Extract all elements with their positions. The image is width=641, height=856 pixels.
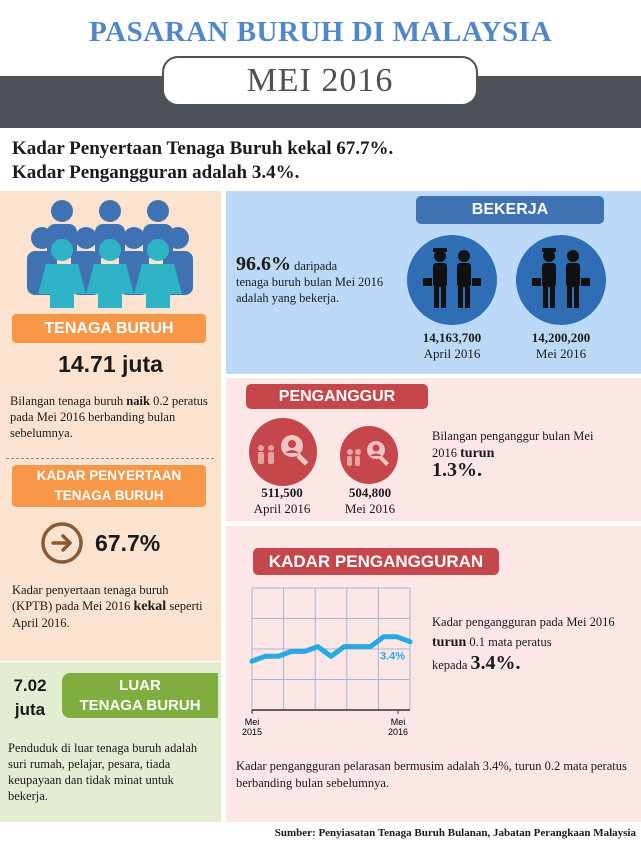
bekerja-april-label: April 2016 <box>423 346 481 361</box>
bekerja-mei-label: Mei 2016 <box>535 346 587 361</box>
bekerja-label: BEKERJA <box>416 196 604 224</box>
tenaga-buruh-value: 14.71 juta <box>58 351 163 377</box>
bekerja-desc: 96.6% daripada tenaga buruh bulan Mei 2016 adalah yang bekerja. <box>236 253 384 305</box>
x-tick-label-start-year: 2015 <box>241 727 263 737</box>
period-pill: MEI 2016 <box>162 56 478 106</box>
tenaga-buruh-note: Bilangan tenaga buruh naik 0.2 peratus pada Mei 2016 berbanding bulan sebelumnya. <box>10 394 208 440</box>
headline-line1: Kadar Penyertaan Tenaga Buruh kekal 67.7%. <box>12 138 394 159</box>
kadar-pengangguran-desc: Kadar pengangguran pada Mei 2016 turun 0.1 mata peratus kepada 3.4%. <box>432 615 615 674</box>
kptb-note: Kadar penyertaan tenaga buruh (KPTB) pada Mei 2016 kekal seperti April 2016. <box>12 583 203 630</box>
kptb-value: 67.7% <box>95 530 161 556</box>
penganggur-april-value: 511,500 <box>261 485 303 500</box>
bekerja-april-value: 14,163,700 <box>422 330 482 345</box>
bekerja-mei-value: 14,200,200 <box>531 330 591 345</box>
kadar-pengangguran-label: KADAR PENGANGGURAN <box>253 548 499 575</box>
luar-value: 7.02 juta <box>13 676 47 719</box>
penganggur-mei-label: Mei 2016 <box>344 501 396 516</box>
arrow-right-circle-icon <box>40 521 84 565</box>
chart-axes <box>252 710 410 714</box>
magnifier-people-icon <box>343 434 395 474</box>
magnifier-people-icon <box>253 428 313 474</box>
x-tick-label-end-year: 2016 <box>387 727 409 737</box>
main-title: PASARAN BURUH DI MALAYSIA <box>89 16 552 48</box>
x-tick-label-start: Mei <box>244 717 260 727</box>
penganggur-april-label: April 2016 <box>253 501 311 516</box>
source-note: Sumber: Penyiasatan Tenaga Buruh Bulanan, Jabatan Perangkaan Malaysia <box>274 827 636 839</box>
unemployment-line-chart <box>240 582 420 742</box>
tenaga-buruh-label: TENAGA BURUH <box>12 314 206 343</box>
luar-note: Penduduk di luar tenaga buruh adalah suri rumah, pelajar, pesara, tiada keupayaan dan tidak minat untuk bekerja. <box>8 741 198 803</box>
luar-label: LUAR TENAGA BURUH <box>62 673 218 718</box>
divider <box>6 458 214 459</box>
workers-icon <box>422 248 482 312</box>
headline-line2: Kadar Pengangguran adalah 3.4%. <box>12 162 300 183</box>
penganggur-label: PENGANGGUR <box>246 384 428 409</box>
seasonal-note: Kadar pengangguran pelarasan bermusim adalah 3.4%, turun 0.2 mata peratus berbanding bulan sebelumnya. <box>236 759 627 790</box>
penganggur-desc: Bilangan penganggur bulan Mei 2016 turun 1.3%. <box>432 429 594 481</box>
people-icon <box>22 198 198 308</box>
penganggur-mei-value: 504,800 <box>348 485 392 500</box>
x-tick-label-end: Mei <box>390 717 406 727</box>
workers-icon <box>531 248 591 312</box>
chart-grid <box>252 588 410 710</box>
end-data-label: 3.4% <box>380 650 406 663</box>
kptb-label: KADAR PENYERTAAN TENAGA BURUH <box>12 465 206 507</box>
